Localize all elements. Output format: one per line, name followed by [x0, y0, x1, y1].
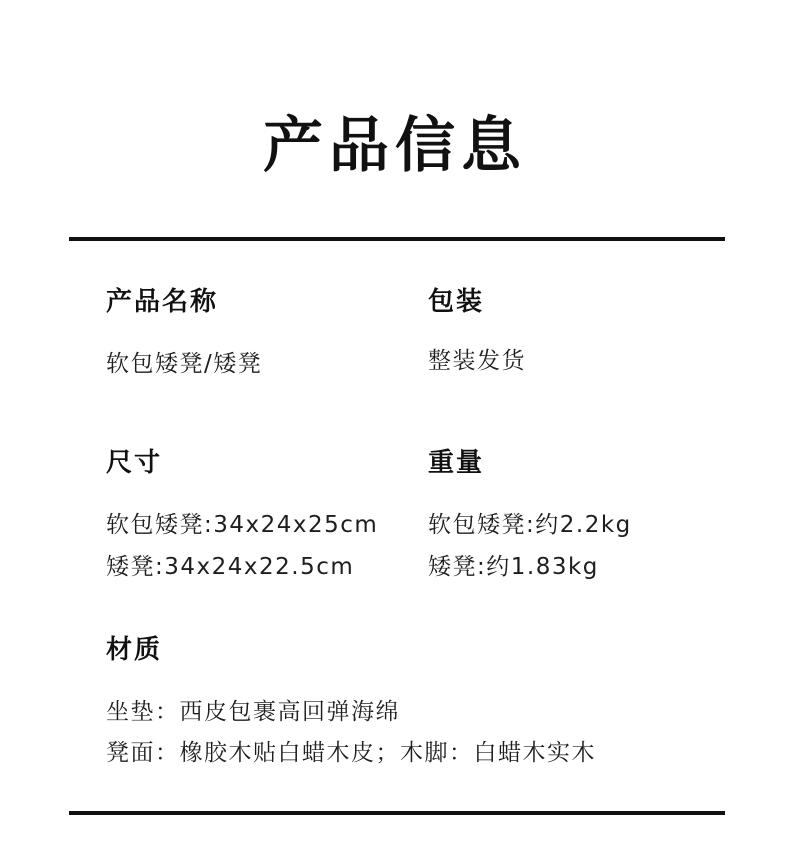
- packaging-heading: 包装: [428, 287, 485, 317]
- packaging-value: 整装发货: [428, 348, 526, 374]
- material-line-2: 凳面：橡胶木贴白蜡木皮；木脚：白蜡木实木: [106, 740, 596, 766]
- size-line-2: 矮凳:34x24x22.5cm: [106, 554, 355, 580]
- material-heading: 材质: [106, 635, 163, 665]
- material-line-1: 坐垫：西皮包裹高回弹海绵: [106, 699, 400, 725]
- size-line-1: 软包矮凳:34x24x25cm: [106, 512, 379, 538]
- weight-line-2: 矮凳:约1.83kg: [428, 554, 599, 580]
- size-heading: 尺寸: [106, 448, 163, 478]
- weight-heading: 重量: [428, 448, 485, 478]
- product-name-heading: 产品名称: [106, 287, 219, 317]
- top-divider: [69, 237, 725, 241]
- weight-line-1: 软包矮凳:约2.2kg: [428, 512, 632, 538]
- bottom-divider: [69, 811, 725, 815]
- page-title: 产品信息: [263, 111, 527, 181]
- product-name-value: 软包矮凳/矮凳: [106, 351, 263, 377]
